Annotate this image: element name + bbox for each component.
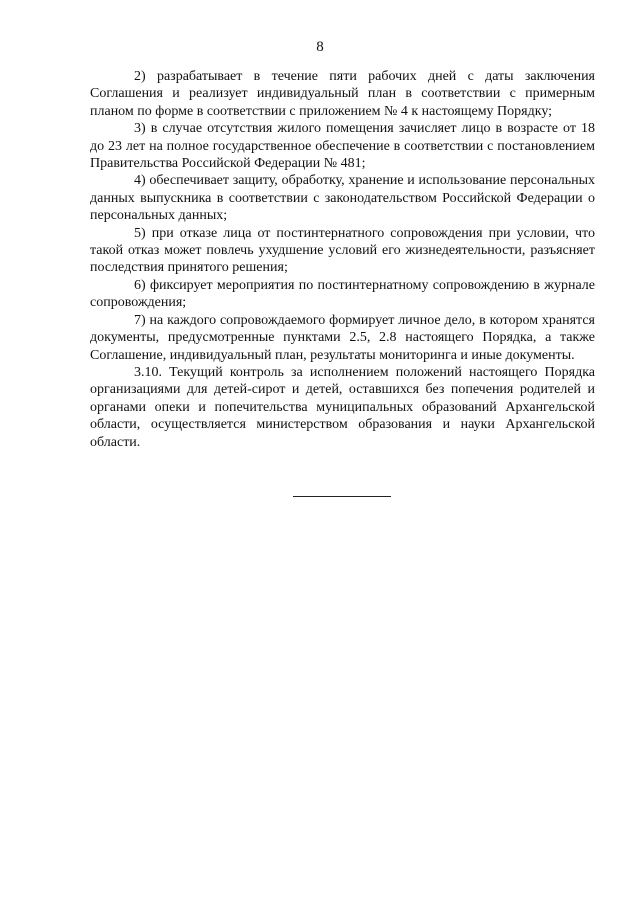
page-number: 8	[316, 39, 324, 55]
end-separator-line	[293, 496, 391, 497]
paragraph-item-4: 4) обеспечивает защиту, обработку, хранение и использование персональных данных выпускника в соответствии с законодательством Российской Федерации о персональных данных;	[90, 173, 595, 224]
paragraph-item-7: 7) на каждого сопровождаемого формирует личное дело, в котором хранятся документы, предусмотренные пунктами 2.5, 2.8 настоящего Порядка, а также Соглашение, индивидуальный план, результаты мониторинга и иные документы.	[90, 312, 595, 363]
paragraph-item-5: 5) при отказе лица от постинтернатного сопровождения при условии, что такой отказ может повлечь ухудшение условий его жизнедеятельности, разъясняет последствия принятого решения;	[90, 225, 595, 276]
document-body	[90, 68, 595, 451]
paragraph-item-6: 6) фиксирует мероприятия по постинтернатному сопровождению в журнале сопровождения;	[90, 277, 595, 311]
paragraph-section-3-10: 3.10. Текущий контроль за исполнением положений настоящего Порядка организациями для детей-сирот и детей, оставшихся без попечения родителей и органами опеки и попечительства муниципальных образований Архангельской области, осуществляется министерством образования и науки Архангельской области.	[90, 364, 595, 450]
paragraph-item-2: 2) разрабатывает в течение пяти рабочих дней с даты заключения Соглашения и реализует индивидуальный план в соответствии с примерным планом по форме в соответствии с приложением № 4 к настоящему Порядку;	[90, 69, 595, 119]
paragraph-item-3: 3) в случае отсутствия жилого помещения зачисляет лицо в возрасте от 18 до 23 лет на полное государственное обеспечение в соответствии с постановлением Правительства Российской Федерации № 481;	[90, 121, 595, 172]
